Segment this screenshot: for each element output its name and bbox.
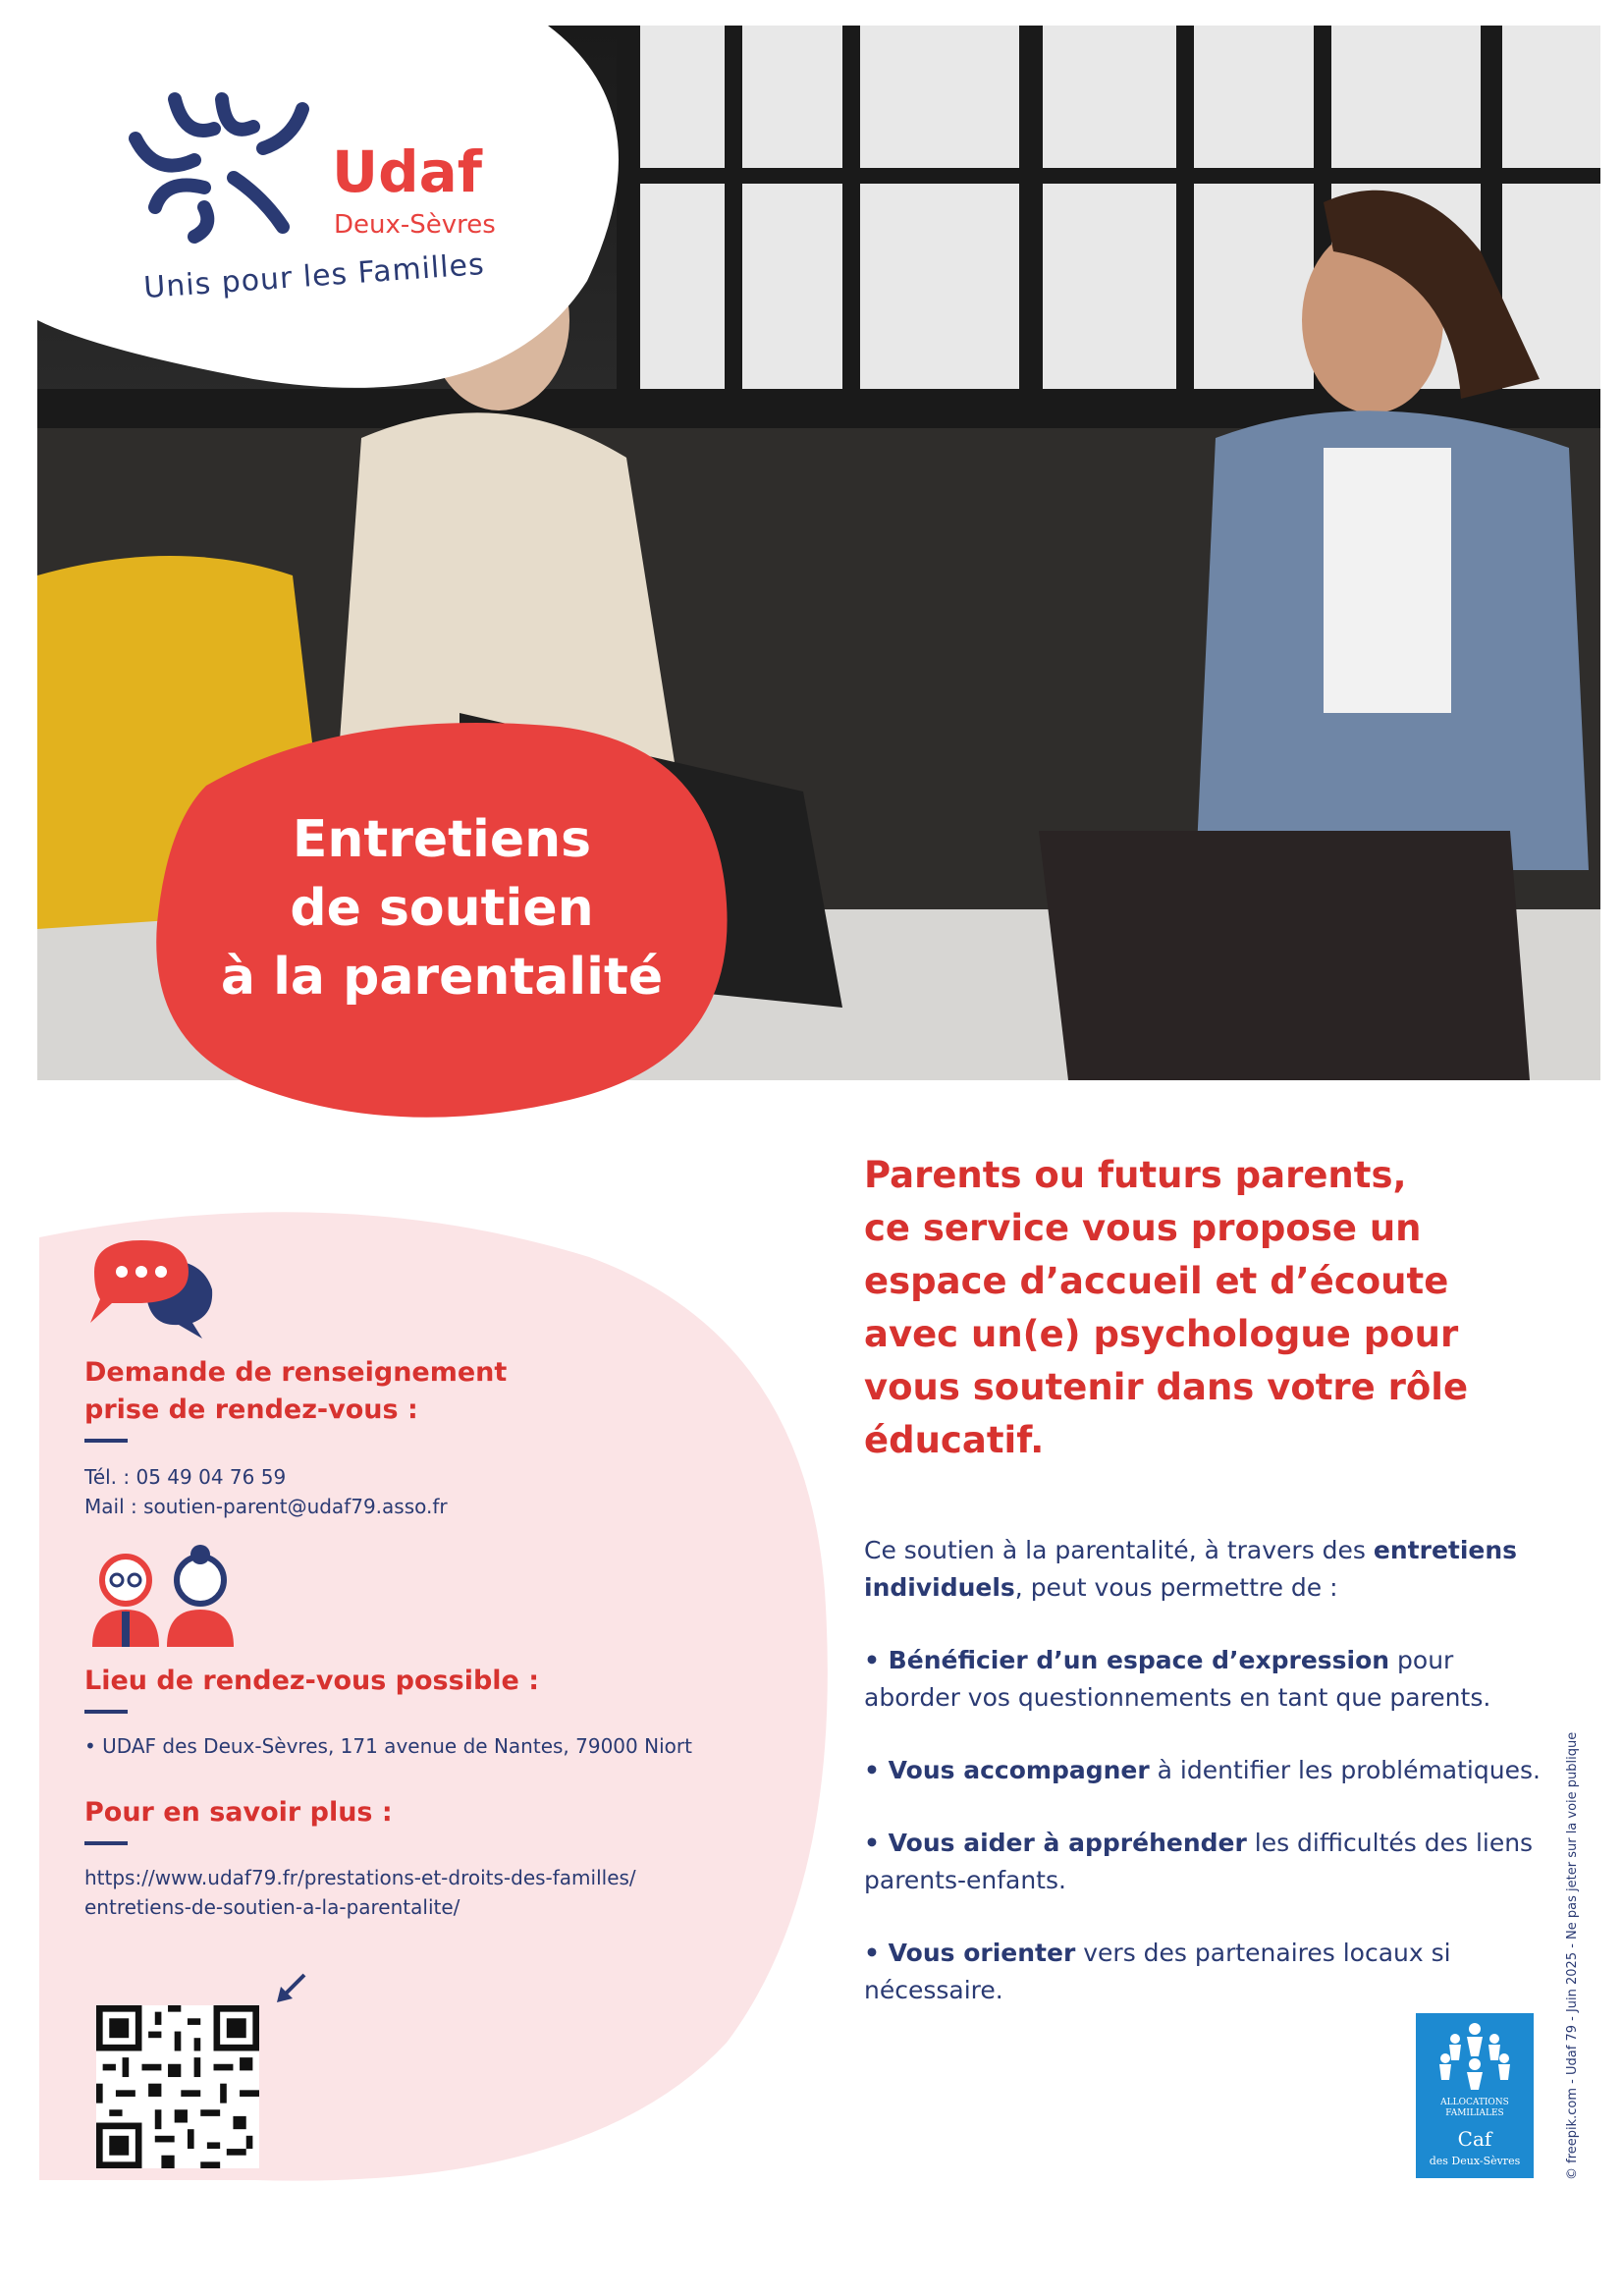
request-heading-1: Demande de renseignement — [84, 1357, 508, 1388]
intro-line-4: avec un(e) psychologue pour — [864, 1313, 1459, 1355]
caf-region: des Deux-Sèvres — [1429, 2155, 1521, 2167]
bullet-text: les difficultés des liens parents-enfants. — [864, 1829, 1534, 1894]
logo-region: Deux-Sèvres — [334, 210, 496, 240]
udaf-logo-icon — [116, 80, 322, 246]
caf-logo — [1416, 2013, 1534, 2178]
intro-text-a: Ce soutien à la parentalité, à travers des — [864, 1536, 1374, 1564]
bullet-bold: • Vous aider à appréhender — [864, 1829, 1247, 1857]
contact-panel — [84, 1232, 772, 1922]
intro-text-c: , peut vous permettre de : — [1014, 1573, 1338, 1602]
divider — [84, 1710, 128, 1714]
divider — [84, 1439, 128, 1443]
location-item: • UDAF des Deux-Sèvres, 171 avenue de Nantes, 79000 Niort — [84, 1734, 692, 1758]
divider — [84, 1841, 128, 1845]
phone-text: Tél. : 05 49 04 76 59 — [84, 1465, 287, 1489]
bullet-bold: • Vous orienter — [864, 1939, 1076, 1967]
bullet-item — [864, 1825, 1551, 1899]
bullet-bold: • Vous accompagner — [864, 1756, 1150, 1784]
mail-text: Mail : soutien-parent@udaf79.asso.fr — [84, 1495, 448, 1518]
title-line-3: à la parentalité — [220, 948, 664, 1007]
chat-bubbles-icon — [84, 1232, 232, 1340]
intro-line-5: vous soutenir dans votre rôle — [864, 1366, 1469, 1408]
title-line-2: de soutien — [290, 879, 594, 938]
url-link-2[interactable]: entretiens-de-soutien-a-la-parentalite/ — [84, 1895, 460, 1919]
request-heading-2: prise de rendez-vous : — [84, 1394, 418, 1425]
main-content — [864, 1149, 1551, 2009]
intro-line-6: éducatif. — [864, 1419, 1045, 1461]
bullet-item — [864, 1642, 1551, 1717]
more-heading: Pour en savoir plus : — [84, 1797, 393, 1828]
bullet-text: vers des partenaires locaux si nécessaire. — [864, 1939, 1451, 2004]
intro-text-b: entretiens individuels — [864, 1536, 1518, 1602]
caf-label-2: FAMILIALES — [1445, 2108, 1504, 2118]
qr-code[interactable] — [96, 2005, 259, 2168]
arrow-icon — [271, 1969, 310, 2008]
bullet-bold: • Bénéficier d’un espace d’expression — [864, 1646, 1390, 1674]
bullet-text: à identifier les problématiques. — [1149, 1756, 1541, 1784]
logo-name: Udaf — [332, 138, 482, 205]
bullet-item — [864, 1935, 1453, 2009]
caf-label-1: ALLOCATIONS — [1440, 2098, 1509, 2107]
intro-paragraph — [864, 1532, 1551, 1607]
credit-note: © freepik.com - Udaf 79 - Juin 2025 - Ne pas jeter sur la voie publique — [1565, 1731, 1580, 2180]
url-link-1[interactable]: https://www.udaf79.fr/prestations-et-droits-des-familles/ — [84, 1866, 636, 1889]
logo-tagline: Unis pour les Familles — [142, 246, 486, 306]
title-line-1: Entretiens — [292, 810, 592, 869]
bullet-item — [864, 1752, 1551, 1789]
caf-name: Caf — [1457, 2127, 1492, 2151]
people-icon — [84, 1541, 251, 1649]
page-title — [187, 805, 697, 1011]
intro-line-2: ce service vous propose un — [864, 1207, 1422, 1249]
intro-line-1: Parents ou futurs parents, — [864, 1154, 1407, 1196]
location-heading: Lieu de rendez-vous possible : — [84, 1666, 540, 1696]
bullet-text: pour aborder vos questionnements en tant que parents. — [864, 1646, 1491, 1712]
intro-line-3: espace d’accueil et d’écoute — [864, 1260, 1449, 1302]
